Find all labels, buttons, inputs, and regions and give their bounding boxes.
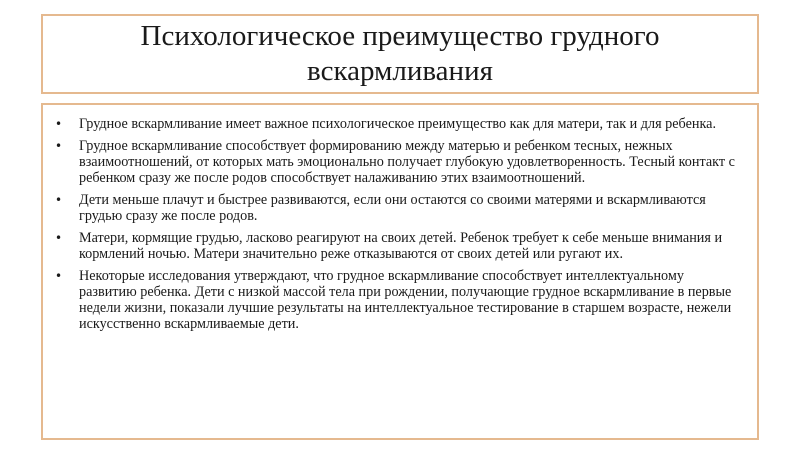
bullet-text: Грудное вскармливание имеет важное психологическое преимущество как для матери, так и для ребенка.: [79, 116, 716, 132]
bullet-list: [55, 116, 737, 332]
bullet-text: Некоторые исследования утверждают, что грудное вскармливание способствует интеллектуальному развитию ребенка. Дети с низкой массой тела при рождении, получающие грудное вскармливание в первые недели жизни, показали лучшие результаты на интеллектуальное тестирование в старшем возрасте, нежели искусственно вскармливаемые дети.: [79, 268, 732, 332]
bullet-icon: •: [55, 269, 63, 283]
bullet-icon: •: [55, 231, 63, 245]
bullet-icon: •: [55, 117, 63, 131]
bullet-text: Матери, кормящие грудью, ласково реагируют на своих детей. Ребенок требует к себе меньше внимания и кормлений ночью. Матери значительно реже отказываются от своих детей или ругают их.: [79, 230, 723, 262]
bullet-text: Грудное вскармливание способствует формированию между матерью и ребенком тесных, нежных взаимоотношений, от которых мать эмоционально получает глубокую удовлетворенность. Тесный контакт с ребенком сразу же после родов способствует налаживанию этих взаимоотношений.: [79, 138, 735, 186]
bullet-icon: •: [55, 193, 63, 207]
bullet-item: [55, 138, 737, 186]
bullet-text: Дети меньше плачут и быстрее развиваются, если они остаются со своими матерями и вскармливаются грудью сразу же после родов.: [79, 192, 706, 224]
bullet-item: [55, 230, 737, 262]
bullet-icon: •: [55, 139, 63, 153]
title-box: [41, 14, 759, 94]
content-box: [41, 103, 759, 440]
bullet-item: [55, 116, 737, 132]
bullet-item: [55, 192, 737, 224]
slide-title: Психологическое преимущество грудного вскармливания: [140, 20, 660, 87]
bullet-item: [55, 268, 737, 332]
